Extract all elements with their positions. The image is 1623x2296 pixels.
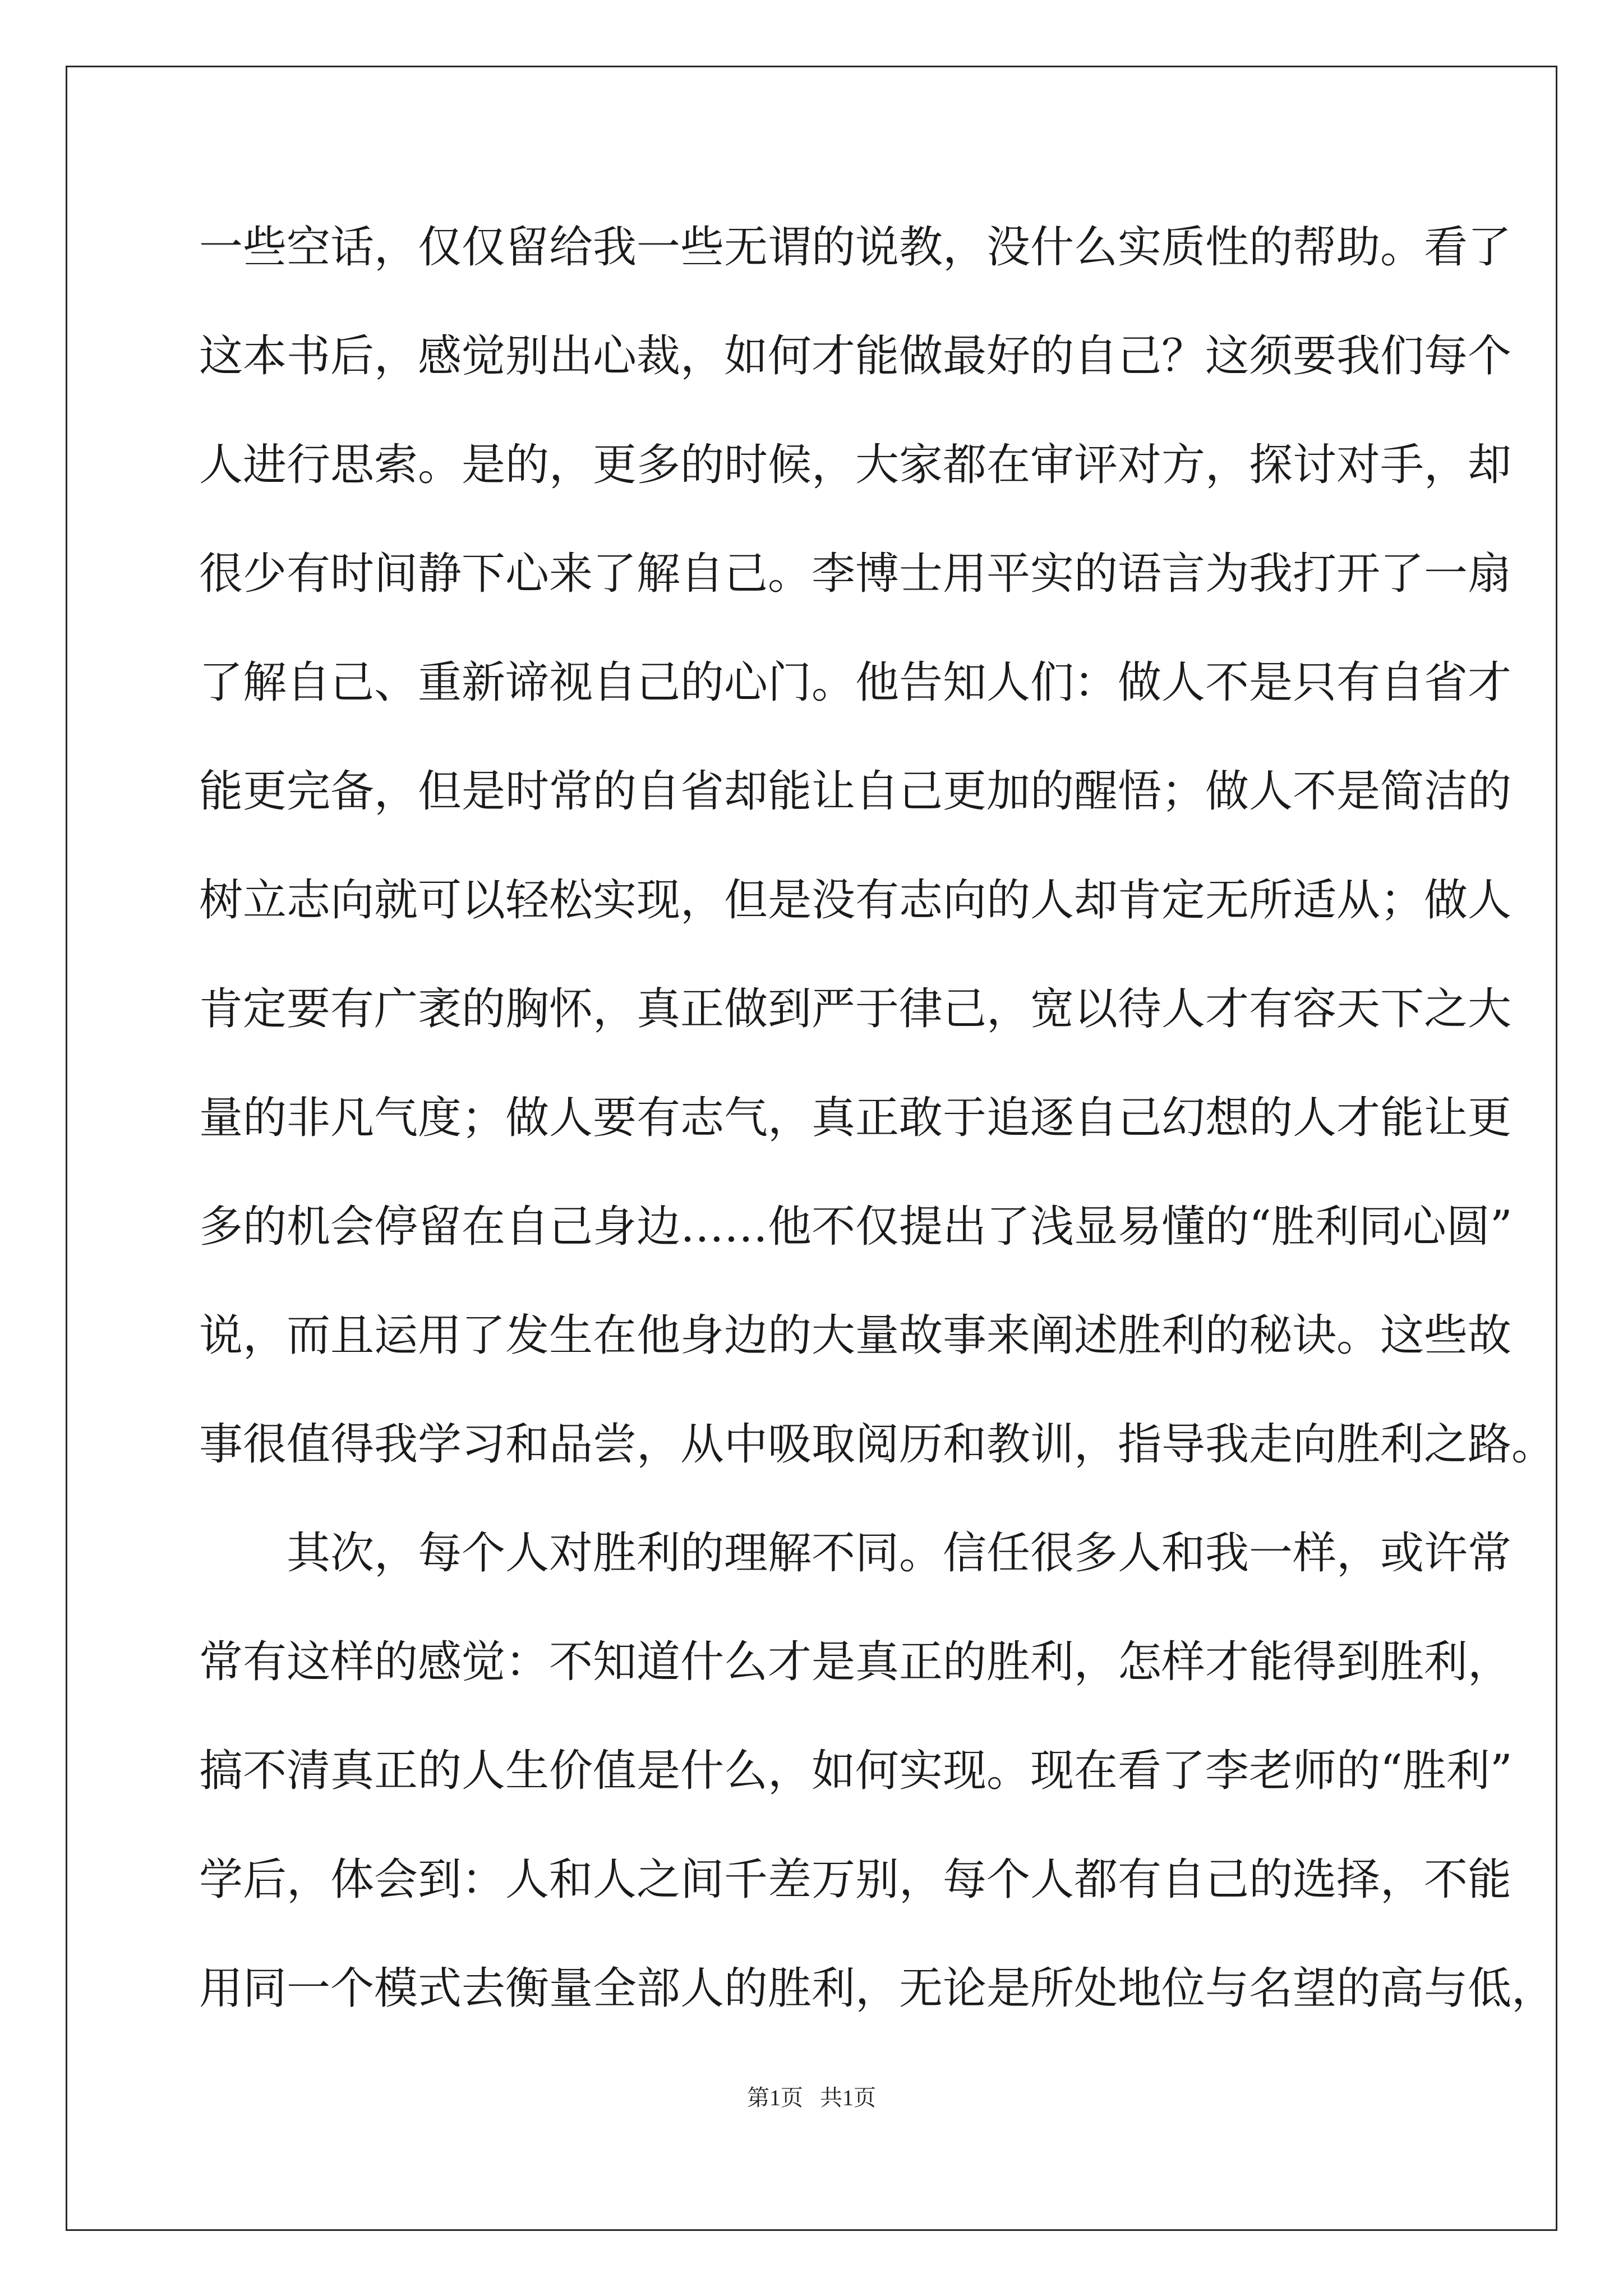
text-line: 能更完备，但是时常的自省却能让自己更加的醒悟；做人不是简洁的 [199,766,1512,817]
text-line: 事很值得我学习和品尝，从中吸取阅历和教训，指导我走向胜利之路。 [199,1419,1556,1470]
text-line: 学后，体会到：人和人之间千差万别，每个人都有自己的选择，不能 [199,1855,1512,1905]
page-total: 共1页 [820,2085,876,2110]
text-line: 这本书后，感觉别出心裁，如何才能做最好的自己？这须要我们每个 [199,331,1512,381]
text-line: 树立志向就可以轻松实现，但是没有志向的人却肯定无所适从；做人 [199,875,1512,926]
text-line: 人进行思索。是的，更多的时候，大家都在审评对方，探讨对手，却 [199,440,1512,490]
document-body [199,193,1556,2043]
text-line: 肯定要有广袤的胸怀，真正做到严于律己，宽以待人才有容天下之大 [199,984,1512,1034]
text-line: 常有这样的感觉：不知道什么才是真正的胜利，怎样才能得到胜利， [199,1637,1512,1687]
text-line: 一些空话，仅仅留给我一些无谓的说教，没什么实质性的帮助。看了 [199,222,1512,273]
text-line: 多的机会停留在自己身边……他不仅提出了浅显易懂的“胜利同心圆” [199,1202,1513,1252]
text-line: 量的非凡气度；做人要有志气，真正敢于追逐自己幻想的人才能让更 [199,1093,1512,1143]
text-line: 了解自己、重新谛视自己的心门。他告知人们：做人不是只有自省才 [199,657,1512,708]
text-line: 搞不清真正的人生价值是什么，如何实现。现在看了李老师的“胜利” [199,1746,1513,1796]
text-line-paragraph-start: 其次，每个人对胜利的理解不同。信任很多人和我一样，或许常 [287,1528,1512,1579]
text-line: 说，而且运用了发生在他身边的大量故事来阐述胜利的秘诀。这些故 [199,1310,1512,1361]
page-footer [0,2082,1623,2114]
text-line: 用同一个模式去衡量全部人的胜利，无论是所处地位与名望的高与低， [199,1963,1556,2014]
text-line: 很少有时间静下心来了解自己。李博士用平实的语言为我打开了一扇 [199,549,1512,599]
page-number: 第1页 [747,2085,803,2110]
